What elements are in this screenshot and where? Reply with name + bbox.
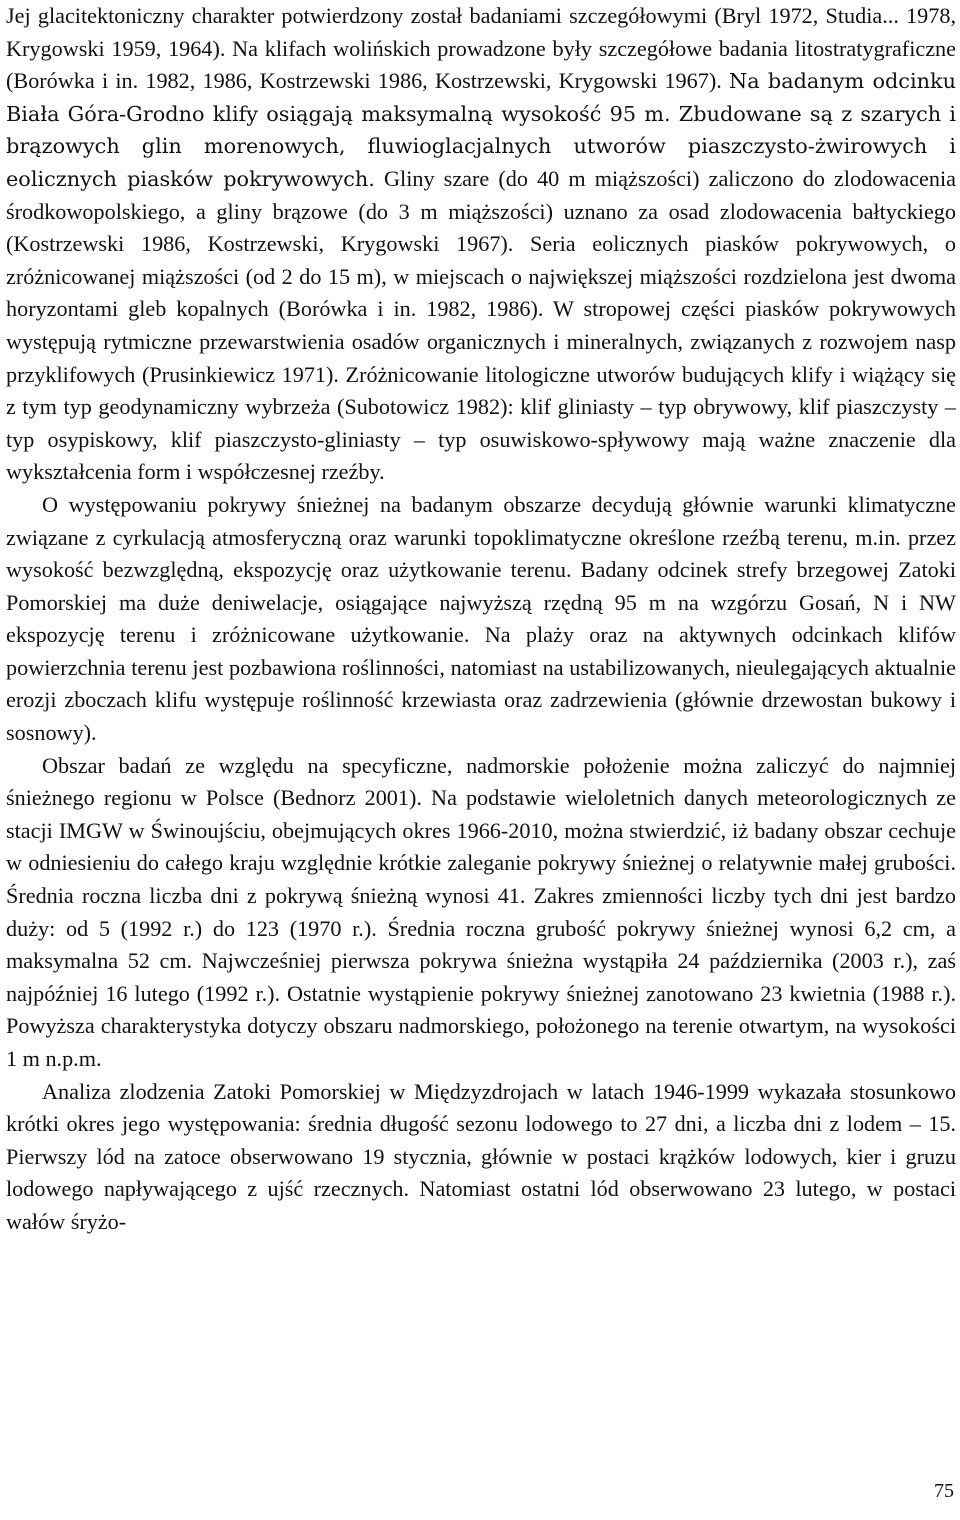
paragraph-climate-data: Obszar badań ze względu na specyficzne, nadmorskie położenie można zaliczyć do najmniej śnieżnego regionu w Polsce (Bednorz 2001). Na podstawie wieloletnich danych meteorologicznych ze stacji IMGW w Świnoujściu, obejmujących okres 1966-2010, można stwierdzić, iż badany obszar cechuje w odniesieniu do całego kraju względnie krótkie zaleganie pokrywy śnieżnej o relatywnie małej grubości. Średnia roczna liczba dni z pokrywą śnieżną wynosi 41. Zakres zmienności liczby tych dni jest bardzo duży: od 5 (1992 r.) do 123 (1970 r.). Średnia roczna grubość pokrywy śnieżnej wynosi 6,2 cm, a maksymalna 52 cm. Najwcześniej pierwsza pokrywa śnieżna wystąpiła 24 października (2003 r.), zaś najpóźniej 16 lutego (1992 r.). Ostatnie wystąpienie pokrywy śnieżnej zanotowano 23 kwietnia (1988 r.). Powyższa charakterystyka dotyczy obszaru nadmorskiego, położonego na terenie otwartym, na wysokości 1 m n.p.m.: [6, 752, 956, 1071]
paragraph-snow-cover: O występowaniu pokrywy śnieżnej na badanym obszarze decydują głównie warunki klimatyczne związane z cyrkulacją atmosferyczną oraz warunki topoklimatyczne określone rzeźbą terenu, m.in. przez wysokość bezwzględną, ekspozycję oraz użytkowanie terenu. Badany odcinek strefy brzegowej Zatoki Pomorskiej ma duże deniwelacje, osiągające najwyższą rzędną 95 m na wzgórzu Gosań, N i NW ekspozycję terenu i zróżnicowane użytkowanie. Na plaży oraz na aktywnych odcinkach klifów powierzchnia terenu jest pozbawiona roślinności, natomiast na ustabilizowanych, nieulegających aktualnie erozji zboczach klifu występuje roślinność krzewiasta oraz zadrzewienia (głównie drzewostan bukowy i sosnowy).: [6, 491, 956, 746]
page-body: [6, 0, 956, 1239]
paragraph-geology-part-3: Gliny szare (do 40 m miąższości) zaliczono do zlodowacenia środkowopolskiego, a gliny brązowe (do 3 m miąższości) uznano za osad zlodowacenia bałtyckiego (Kostrzewski 1986, Kostrzewski, Krygowski 1967). Seria eolicznych piasków pokrywowych, o zróżnicowanej miąższości (od 2 do 15 m), w miejscach o największej miąższości rozdzielona jest dwoma horyzontami gleb kopalnych (Borówka i in. 1982, 1986). W stropowej części piasków pokrywowych występują rytmiczne przewarstwienia osadów organicznych i mineralnych, związanych z rozwojem nasp przyklifowych (Prusinkiewicz 1971). Zróżnicowanie litologiczne utworów budujących klify i wiążący się z tym typ geodynamiczny wybrzeża (Subotowicz 1982): klif gliniasty – typ obrywowy, klif piaszczysty – typ osypiskowy, klif piaszczysto-gliniasty – typ osuwiskowo-spływowy mają ważne znaczenie dla wykształcenia form i współczesnej rzeźby.: [6, 165, 956, 485]
paragraph-geology-part-2: Na badanym odcinku Biała Góra-Grodno klify osiągają maksymalną wysokość 95 m. Zbudowane są z szarych i brązowych glin morenowych, fluwioglacjalnych utworów piaszczysto-żwirowych i eolicznych piasków pokrywowych.: [6, 69, 956, 191]
paragraph-geology-part-1: Jej glacitektoniczny charakter potwierdzony został badaniami szczegółowymi (Bryl 1972, Studia... 1978, Krygowski 1959, 1964). Na klifach wolińskich prowadzone były szczegółowe badania litostratygraficzne (Borówka i in. 1982, 1986, Kostrzewski 1986, Kostrzewski, Krygowski 1967).: [6, 3, 956, 94]
page-number: 75: [934, 1480, 954, 1502]
paragraph-geology: [6, 0, 956, 489]
paragraph-ice-analysis: Analiza zlodzenia Zatoki Pomorskiej w Międzyzdrojach w latach 1946-1999 wykazała stosunkowo krótki okres jego występowania: średnia długość sezonu lodowego to 27 dni, a liczba dni z lodem – 15. Pierwszy lód na zatoce obserwowano 19 stycznia, głównie w postaci krążków lodowych, kier i gruzu lodowego napływającego z ujść rzecznych. Natomiast ostatni lód obserwowano 23 lutego, w postaci wałów śryżo-: [6, 1078, 956, 1234]
